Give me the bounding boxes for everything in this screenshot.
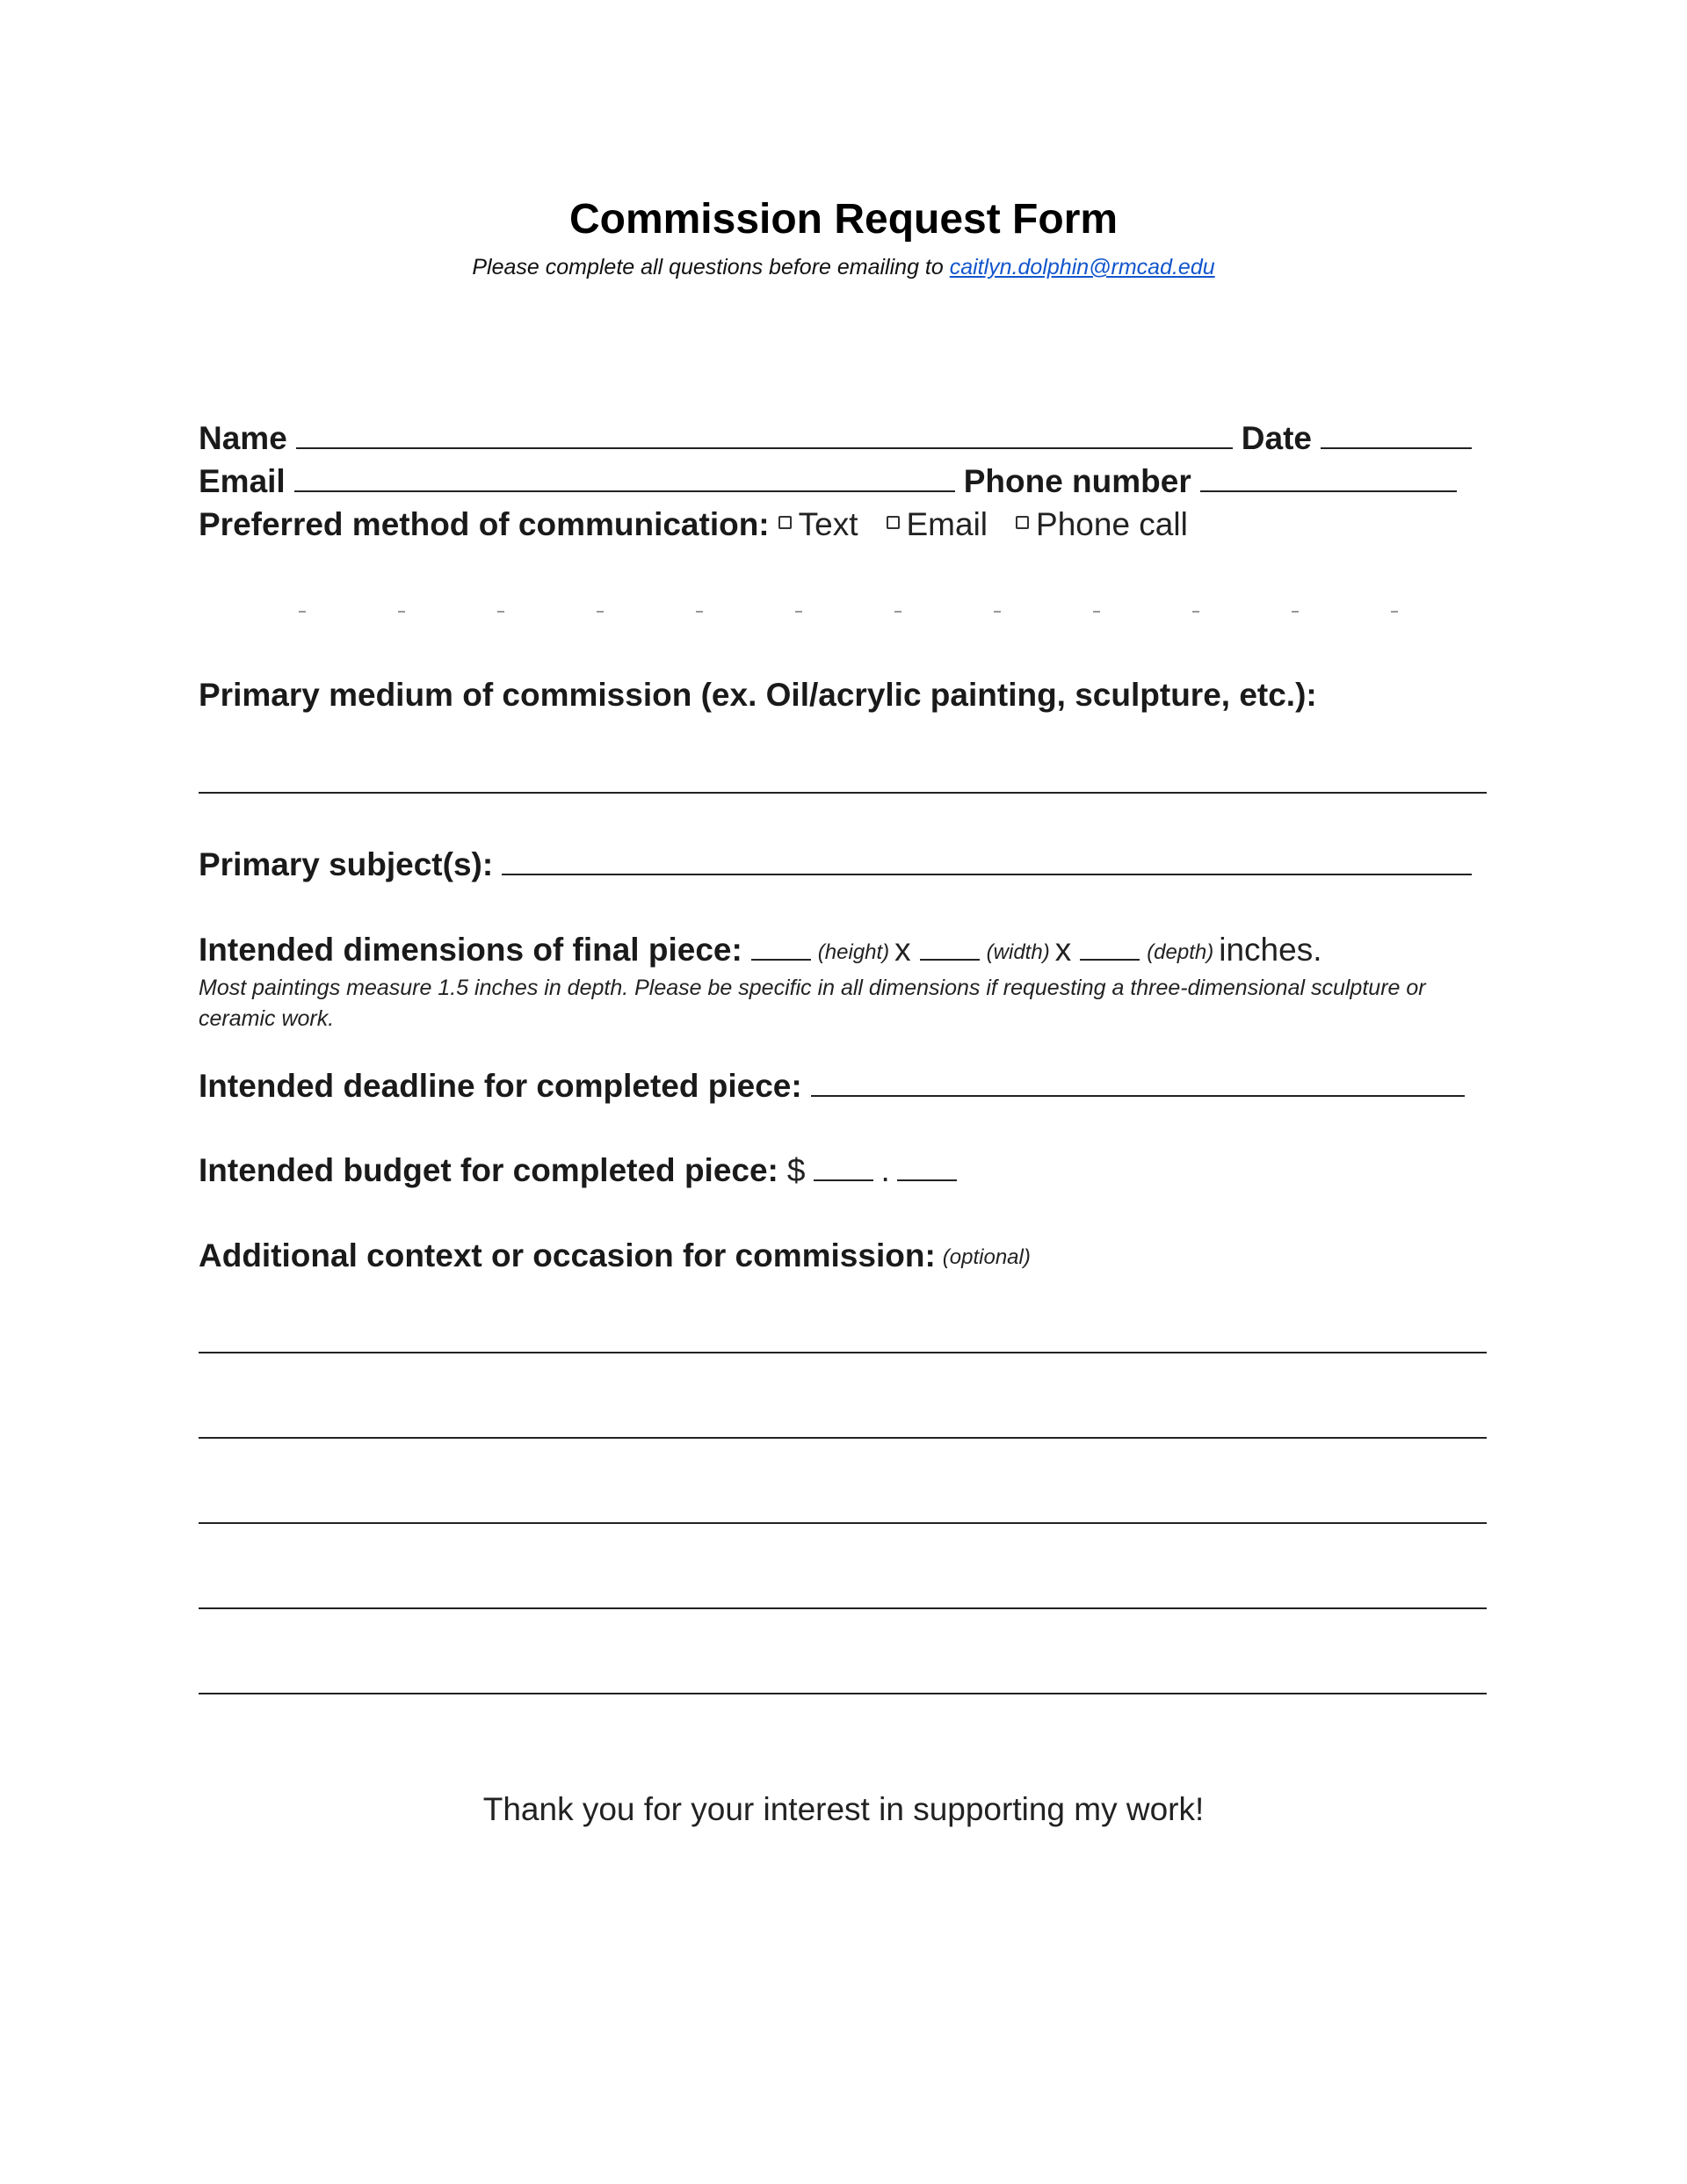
name-field[interactable] xyxy=(296,447,1233,449)
medium-row xyxy=(199,677,1317,714)
contact-email-link[interactable]: caitlyn.dolphin@rmcad.edu xyxy=(949,255,1215,279)
communication-method-label: Preferred method of communication: xyxy=(199,506,770,542)
context-label: Additional context or occasion for commission: xyxy=(199,1237,936,1273)
name-label: Name xyxy=(199,420,287,456)
currency-symbol: $ xyxy=(786,1152,806,1188)
height-hint: (height) xyxy=(817,940,890,964)
height-field[interactable] xyxy=(751,959,811,961)
context-line[interactable] xyxy=(199,1522,1487,1524)
date-label: Date xyxy=(1241,420,1312,456)
budget-dollars-field[interactable] xyxy=(814,1179,873,1181)
separator-dash xyxy=(1391,611,1398,613)
email-phone-row xyxy=(199,463,1457,500)
separator-dash xyxy=(1192,611,1199,613)
separator-dash xyxy=(696,611,703,613)
budget-label: Intended budget for completed piece: xyxy=(199,1152,778,1188)
date-field[interactable] xyxy=(1321,447,1472,449)
optional-hint: (optional) xyxy=(942,1245,1031,1269)
communication-method-row xyxy=(199,506,1207,543)
separator-dash xyxy=(994,611,1001,613)
medium-label: Primary medium of commission (ex. Oil/acrylic painting, sculpture, etc.): xyxy=(199,677,1317,713)
email-option-label: Email xyxy=(906,506,988,542)
deadline-label: Intended deadline for completed piece: xyxy=(199,1068,802,1104)
email-field[interactable] xyxy=(294,490,955,492)
subjects-row xyxy=(199,846,1472,883)
context-line[interactable] xyxy=(199,1693,1487,1694)
context-line[interactable] xyxy=(199,1437,1487,1439)
text-option-label: Text xyxy=(798,506,858,542)
dimensions-label: Intended dimensions of final piece: xyxy=(199,932,742,968)
subtitle-text: Please complete all questions before emailing to xyxy=(472,255,950,279)
form-subtitle xyxy=(0,255,1687,280)
subjects-field[interactable] xyxy=(502,874,1472,875)
separator-dash xyxy=(597,611,604,613)
subjects-label: Primary subject(s): xyxy=(199,846,494,882)
times-symbol: x xyxy=(1054,932,1072,968)
deadline-field[interactable] xyxy=(811,1095,1465,1097)
phone-call-option-label: Phone call xyxy=(1036,506,1188,542)
email-label: Email xyxy=(199,463,286,499)
thank-you-message: Thank you for your interest in supporting my work! xyxy=(482,1791,1205,1827)
deadline-row xyxy=(199,1068,1465,1105)
context-row xyxy=(199,1237,1036,1274)
phone-field[interactable] xyxy=(1200,490,1457,492)
budget-row xyxy=(199,1152,957,1189)
email-checkbox[interactable] xyxy=(887,516,900,529)
width-hint: (width) xyxy=(986,940,1050,964)
name-date-row xyxy=(199,420,1472,457)
units-label: inches. xyxy=(1219,932,1322,968)
separator-dash xyxy=(795,611,802,613)
dimensions-note: Most paintings measure 1.5 inches in depth. Please be specific in all dimensions if requesting a three-dimensional sculpture or ceramic work. xyxy=(199,976,1426,1031)
width-field[interactable] xyxy=(920,959,980,961)
times-symbol: x xyxy=(894,932,911,968)
separator-dash xyxy=(1292,611,1299,613)
text-checkbox[interactable] xyxy=(778,516,792,529)
form-title: Commission Request Form xyxy=(568,196,1119,243)
separator-dash xyxy=(299,611,306,613)
phone-label: Phone number xyxy=(963,463,1191,499)
context-line[interactable] xyxy=(199,1607,1487,1609)
context-line[interactable] xyxy=(199,1352,1487,1353)
phone-call-checkbox[interactable] xyxy=(1016,516,1029,529)
depth-field[interactable] xyxy=(1080,959,1140,961)
decimal-point: . xyxy=(880,1152,890,1188)
budget-cents-field[interactable] xyxy=(897,1179,957,1181)
dimensions-row xyxy=(199,932,1321,969)
medium-field[interactable] xyxy=(199,792,1487,794)
depth-hint: (depth) xyxy=(1147,940,1214,964)
separator-dash xyxy=(1093,611,1100,613)
separator-dash xyxy=(398,611,405,613)
separator-dash xyxy=(497,611,504,613)
separator-dash xyxy=(894,611,901,613)
